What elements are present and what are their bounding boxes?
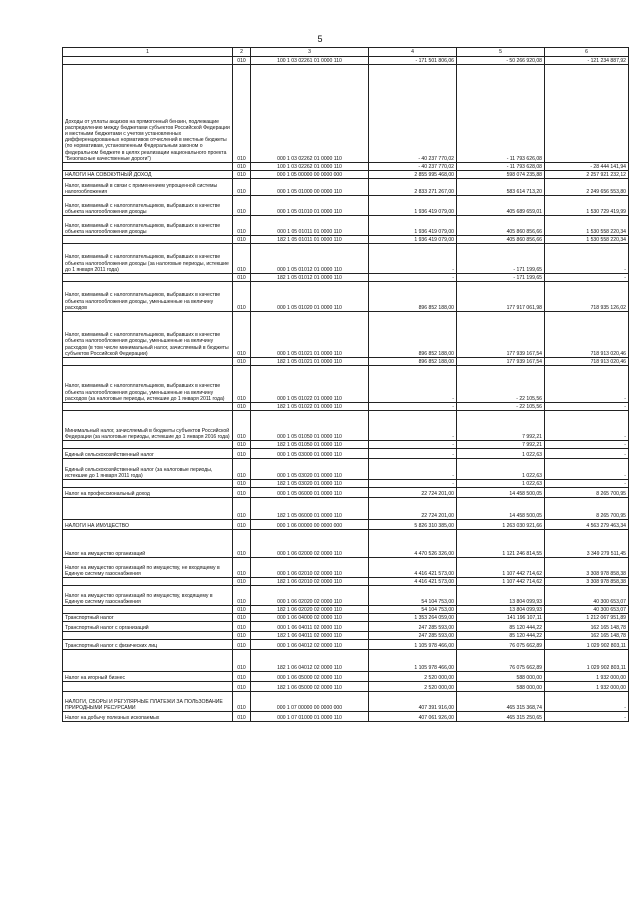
row-kbk-cell: 000 1 05 01010 01 0000 110 — [251, 196, 369, 216]
row-approved-cell: 896 852 188,00 — [369, 282, 457, 312]
row-kbk-cell: 000 1 05 00000 00 0000 000 — [251, 171, 369, 179]
row-kbk-cell: 000 1 06 02000 02 0000 110 — [251, 530, 369, 558]
row-unexecuted-cell: 40 300 653,07 — [545, 606, 629, 614]
row-executed-cell: 1 022,63 — [457, 449, 545, 459]
row-name-cell: Транспортный налог с организаций — [63, 622, 233, 632]
table-row — [63, 282, 629, 312]
row-code-cell: 010 — [233, 179, 251, 196]
row-code-cell: 010 — [233, 480, 251, 488]
row-kbk-cell: 000 1 05 06000 01 0000 110 — [251, 488, 369, 498]
row-name-cell: Налог на добычу полезных ископаемых — [63, 712, 233, 722]
row-approved-cell: - — [369, 411, 457, 441]
row-approved-cell: - — [369, 449, 457, 459]
row-kbk-cell: 000 1 06 04011 02 0000 110 — [251, 622, 369, 632]
row-executed-cell: 465 315 368,74 — [457, 692, 545, 712]
row-executed-cell: 598 074 235,88 — [457, 171, 545, 179]
row-unexecuted-cell: - — [545, 449, 629, 459]
row-name-cell: Налог на имущество организаций — [63, 530, 233, 558]
row-executed-cell: 583 614 713,20 — [457, 179, 545, 196]
row-unexecuted-cell: 3 349 279 511,45 — [545, 530, 629, 558]
row-executed-cell: 76 075 662,89 — [457, 640, 545, 650]
row-name-cell: Налог, взимаемый с налогоплательщиков, выбравших в качестве объекта налогообложения доходы, уменьшенные на величину расходов (за налоговые периоды, истекшие до 1 января 2011 года) — [63, 366, 233, 403]
row-name-cell: Транспортный налог с физических лиц — [63, 640, 233, 650]
row-code-cell: 010 — [233, 441, 251, 449]
table-row — [63, 480, 629, 488]
row-name-cell: Налог, взимаемый с налогоплательщиков, выбравших в качестве объекта налогообложения доходы — [63, 196, 233, 216]
row-approved-cell: - — [369, 480, 457, 488]
row-unexecuted-cell: 4 563 279 463,34 — [545, 520, 629, 530]
table-row — [63, 558, 629, 578]
row-executed-cell: 405 860 856,66 — [457, 216, 545, 236]
row-kbk-cell: 000 1 05 03020 01 0000 110 — [251, 459, 369, 480]
row-unexecuted-cell: - — [545, 274, 629, 282]
row-code-cell: 010 — [233, 520, 251, 530]
row-code-cell: 010 — [233, 366, 251, 403]
row-kbk-cell: 182 1 05 06000 01 0000 110 — [251, 498, 369, 520]
row-unexecuted-cell: - — [545, 441, 629, 449]
row-approved-cell: 4 416 421 573,00 — [369, 558, 457, 578]
row-name-cell: Налог на профессиональный доход — [63, 488, 233, 498]
row-kbk-cell: 000 1 05 01020 01 0000 110 — [251, 282, 369, 312]
row-name-cell: Налог, взимаемый с налогоплательщиков, выбравших в качестве объекта налогообложения доходы (за налоговые периоды, истекшие до 1 января 2011 года) — [63, 244, 233, 274]
row-executed-cell: 85 120 444,22 — [457, 622, 545, 632]
row-approved-cell: 4 416 421 573,00 — [369, 578, 457, 586]
row-name-cell: Налог, взимаемый в связи с применением упрощенной системы налогообложения — [63, 179, 233, 196]
row-code-cell: 010 — [233, 163, 251, 171]
row-executed-cell: - 22 105,56 — [457, 366, 545, 403]
row-name-cell — [63, 57, 233, 65]
row-approved-cell: 1 105 978 466,00 — [369, 640, 457, 650]
row-code-cell: 010 — [233, 244, 251, 274]
row-name-cell: Единый сельскохозяйственный налог (за налоговые периоды, истекшие до 1 января 2011 года) — [63, 459, 233, 480]
row-approved-cell: 1 936 419 079,00 — [369, 236, 457, 244]
row-kbk-cell: 182 1 05 01012 01 0000 110 — [251, 274, 369, 282]
row-approved-cell: 2 855 995 468,00 — [369, 171, 457, 179]
row-unexecuted-cell: 1 530 558 220,34 — [545, 236, 629, 244]
row-name-cell: Доходы от уплаты акцизов на прямогонный бензин, подлежащие распределению между бюджетами субъектов Российской Федерации и местными бюджетами с учетом установленных дифференцированных нормативов отчислений в местные бюджеты (по нормативам, установленным Федеральным законом о федеральном бюджете в целях реализации национального проекта "Безопасные качественные дороги") — [63, 65, 233, 163]
row-unexecuted-cell: 2 249 656 553,80 — [545, 179, 629, 196]
table-row — [63, 520, 629, 530]
row-approved-cell: 4 470 526 326,00 — [369, 530, 457, 558]
row-code-cell: 010 — [233, 171, 251, 179]
row-executed-cell: - 11 793 626,08 — [457, 65, 545, 163]
row-kbk-cell: 000 1 05 03000 01 0000 110 — [251, 449, 369, 459]
row-unexecuted-cell: 8 265 700,95 — [545, 488, 629, 498]
table-row — [63, 171, 629, 179]
row-kbk-cell: 000 1 05 01011 01 0000 110 — [251, 216, 369, 236]
row-unexecuted-cell: 3 308 978 858,38 — [545, 558, 629, 578]
row-unexecuted-cell: - — [545, 712, 629, 722]
table-row — [63, 244, 629, 274]
table-row — [63, 586, 629, 606]
table-row — [63, 498, 629, 520]
row-code-cell: 010 — [233, 672, 251, 682]
table-row — [63, 459, 629, 480]
row-kbk-cell: 000 1 06 04012 02 0000 110 — [251, 640, 369, 650]
row-unexecuted-cell: 8 265 700,95 — [545, 498, 629, 520]
row-approved-cell: 1 353 264 059,00 — [369, 614, 457, 622]
row-unexecuted-cell: 2 257 921 232,12 — [545, 171, 629, 179]
row-name-cell — [63, 403, 233, 411]
row-approved-cell: - — [369, 366, 457, 403]
row-name-cell: Налог, взимаемый с налогоплательщиков, выбравших в качестве объекта налогообложения доходы, уменьшенные на величину расходов (в том числе минимальный налог, зачисляемый в бюджеты субъектов Российской Федерации) — [63, 312, 233, 358]
row-unexecuted-cell: 1 029 902 803,11 — [545, 650, 629, 672]
row-code-cell: 010 — [233, 488, 251, 498]
row-code-cell: 010 — [233, 614, 251, 622]
row-unexecuted-cell: - — [545, 366, 629, 403]
row-kbk-cell: 100 1 03 02262 01 0000 110 — [251, 163, 369, 171]
row-unexecuted-cell: 1 932 000,00 — [545, 682, 629, 692]
row-code-cell: 010 — [233, 57, 251, 65]
row-unexecuted-cell: 162 165 148,78 — [545, 622, 629, 632]
row-name-cell — [63, 498, 233, 520]
row-approved-cell: - — [369, 441, 457, 449]
row-unexecuted-cell: - 121 234 887,92 — [545, 57, 629, 65]
row-executed-cell: 13 804 099,93 — [457, 606, 545, 614]
row-approved-cell: 1 936 419 079,00 — [369, 196, 457, 216]
row-executed-cell: 1 107 442 714,62 — [457, 578, 545, 586]
row-name-cell — [63, 163, 233, 171]
row-kbk-cell: 000 1 05 01021 01 0000 110 — [251, 312, 369, 358]
row-kbk-cell: 000 1 06 02020 02 0000 110 — [251, 586, 369, 606]
row-kbk-cell: 000 1 07 00000 00 0000 000 — [251, 692, 369, 712]
row-executed-cell: 14 458 500,05 — [457, 488, 545, 498]
row-unexecuted-cell: 718 913 020,46 — [545, 358, 629, 366]
row-executed-cell: 13 804 099,93 — [457, 586, 545, 606]
row-code-cell: 010 — [233, 449, 251, 459]
row-executed-cell: 588 000,00 — [457, 682, 545, 692]
row-executed-cell: 1 263 030 921,66 — [457, 520, 545, 530]
table-row — [63, 236, 629, 244]
row-name-cell — [63, 441, 233, 449]
column-header: 5 — [457, 48, 545, 57]
row-executed-cell: 14 458 500,05 — [457, 498, 545, 520]
table-row — [63, 692, 629, 712]
row-approved-cell: - — [369, 403, 457, 411]
column-header: 1 — [63, 48, 233, 57]
row-approved-cell: 407 391 916,00 — [369, 692, 457, 712]
table-row — [63, 449, 629, 459]
row-code-cell: 010 — [233, 712, 251, 722]
row-kbk-cell: 000 1 06 00000 00 0000 000 — [251, 520, 369, 530]
row-approved-cell: - — [369, 244, 457, 274]
row-unexecuted-cell: - 28 444 141,94 — [545, 163, 629, 171]
row-approved-cell: 22 724 201,00 — [369, 488, 457, 498]
table-row — [63, 672, 629, 682]
row-name-cell: Налог на игорный бизнес — [63, 672, 233, 682]
row-approved-cell: 2 520 000,00 — [369, 672, 457, 682]
table-row — [63, 179, 629, 196]
row-kbk-cell: 182 1 05 01011 01 0000 110 — [251, 236, 369, 244]
row-unexecuted-cell: 1 212 067 951,89 — [545, 614, 629, 622]
row-code-cell: 010 — [233, 216, 251, 236]
row-code-cell: 010 — [233, 632, 251, 640]
table-row — [63, 632, 629, 640]
row-kbk-cell: 182 1 06 04012 02 0000 110 — [251, 650, 369, 672]
table-row — [63, 622, 629, 632]
row-code-cell: 010 — [233, 682, 251, 692]
row-code-cell: 010 — [233, 622, 251, 632]
row-code-cell: 010 — [233, 498, 251, 520]
column-header: 4 — [369, 48, 457, 57]
row-executed-cell: 405 860 856,66 — [457, 236, 545, 244]
row-name-cell — [63, 606, 233, 614]
row-approved-cell: 1 936 419 079,00 — [369, 216, 457, 236]
row-name-cell: НАЛОГИ НА ИМУЩЕСТВО — [63, 520, 233, 530]
row-approved-cell: 5 826 310 385,00 — [369, 520, 457, 530]
row-executed-cell: 177 939 167,54 — [457, 312, 545, 358]
row-name-cell: НАЛОГИ НА СОВОКУПНЫЙ ДОХОД — [63, 171, 233, 179]
row-code-cell: 010 — [233, 459, 251, 480]
row-name-cell — [63, 274, 233, 282]
row-executed-cell: 177 939 167,54 — [457, 358, 545, 366]
row-approved-cell: 2 833 271 267,00 — [369, 179, 457, 196]
table-row — [63, 216, 629, 236]
page-number: 5 — [317, 34, 323, 44]
table-row — [63, 606, 629, 614]
row-executed-cell: 1 121 246 814,55 — [457, 530, 545, 558]
row-code-cell: 010 — [233, 578, 251, 586]
row-executed-cell: 405 689 659,01 — [457, 196, 545, 216]
table-row — [63, 358, 629, 366]
row-executed-cell: 7 992,21 — [457, 411, 545, 441]
table-row — [63, 196, 629, 216]
row-approved-cell: 247 285 593,00 — [369, 632, 457, 640]
header-row — [63, 48, 629, 57]
row-name-cell — [63, 632, 233, 640]
row-name-cell — [63, 578, 233, 586]
row-approved-cell: 407 061 926,00 — [369, 712, 457, 722]
row-approved-cell: 247 285 593,00 — [369, 622, 457, 632]
row-approved-cell: 54 104 753,00 — [369, 606, 457, 614]
row-name-cell: Транспортный налог — [63, 614, 233, 622]
row-executed-cell: 588 000,00 — [457, 672, 545, 682]
row-approved-cell: 22 724 201,00 — [369, 498, 457, 520]
row-kbk-cell: 182 1 05 01021 01 0000 110 — [251, 358, 369, 366]
row-name-cell: Налог, взимаемый с налогоплательщиков, выбравших в качестве объекта налогообложения доходы, уменьшенные на величину расходов — [63, 282, 233, 312]
row-approved-cell: 896 852 188,00 — [369, 312, 457, 358]
row-executed-cell: 1 022,63 — [457, 480, 545, 488]
column-header: 2 — [233, 48, 251, 57]
row-approved-cell: 1 105 978 466,00 — [369, 650, 457, 672]
row-kbk-cell: 000 1 05 01022 01 0000 110 — [251, 366, 369, 403]
column-header: 6 — [545, 48, 629, 57]
row-kbk-cell: 000 1 03 02262 01 0000 110 — [251, 65, 369, 163]
row-approved-cell: - 171 501 806,06 — [369, 57, 457, 65]
row-executed-cell: - 11 793 628,08 — [457, 163, 545, 171]
table-row — [63, 614, 629, 622]
row-executed-cell: - 171 199,65 — [457, 274, 545, 282]
table-row — [63, 163, 629, 171]
row-name-cell — [63, 480, 233, 488]
row-code-cell: 010 — [233, 274, 251, 282]
row-executed-cell: 76 075 662,89 — [457, 650, 545, 672]
row-executed-cell: - 22 105,56 — [457, 403, 545, 411]
table-row — [63, 640, 629, 650]
row-code-cell: 010 — [233, 403, 251, 411]
row-unexecuted-cell: - — [545, 403, 629, 411]
row-approved-cell: - 40 237 770,02 — [369, 163, 457, 171]
row-kbk-cell: 182 1 06 05000 02 0000 110 — [251, 682, 369, 692]
row-kbk-cell: 100 1 03 02261 01 0000 110 — [251, 57, 369, 65]
table-row — [63, 682, 629, 692]
row-code-cell: 010 — [233, 196, 251, 216]
row-name-cell — [63, 236, 233, 244]
table-row — [63, 578, 629, 586]
table-row — [63, 650, 629, 672]
row-code-cell: 010 — [233, 312, 251, 358]
row-code-cell: 010 — [233, 236, 251, 244]
table-row — [63, 274, 629, 282]
column-header: 3 — [251, 48, 369, 57]
row-executed-cell: 85 120 444,22 — [457, 632, 545, 640]
row-kbk-cell: 182 1 06 02020 02 0000 110 — [251, 606, 369, 614]
row-executed-cell: 1 107 442 714,62 — [457, 558, 545, 578]
revenue-table — [62, 47, 629, 722]
row-executed-cell: 1 022,63 — [457, 459, 545, 480]
row-code-cell: 010 — [233, 650, 251, 672]
row-executed-cell: 141 196 107,11 — [457, 614, 545, 622]
row-executed-cell: 465 315 250,65 — [457, 712, 545, 722]
row-approved-cell: - — [369, 274, 457, 282]
row-code-cell: 010 — [233, 65, 251, 163]
row-unexecuted-cell — [545, 65, 629, 163]
row-kbk-cell: 000 1 06 05000 02 0000 110 — [251, 672, 369, 682]
row-unexecuted-cell: 1 932 000,00 — [545, 672, 629, 682]
row-kbk-cell: 000 1 05 01012 01 0000 110 — [251, 244, 369, 274]
row-unexecuted-cell: 1 029 902 803,11 — [545, 640, 629, 650]
row-code-cell: 010 — [233, 282, 251, 312]
row-kbk-cell: 182 1 05 01050 01 0000 110 — [251, 441, 369, 449]
row-executed-cell: 7 992,21 — [457, 441, 545, 449]
row-name-cell — [63, 682, 233, 692]
row-code-cell: 010 — [233, 640, 251, 650]
row-unexecuted-cell: 718 935 126,02 — [545, 282, 629, 312]
row-kbk-cell: 182 1 05 03020 01 0000 110 — [251, 480, 369, 488]
table-row — [63, 488, 629, 498]
row-code-cell: 010 — [233, 558, 251, 578]
row-approved-cell: - — [369, 459, 457, 480]
table-row — [63, 366, 629, 403]
table-row — [63, 441, 629, 449]
row-executed-cell: 177 917 061,98 — [457, 282, 545, 312]
table-row — [63, 65, 629, 163]
row-kbk-cell: 000 1 06 02010 02 0000 110 — [251, 558, 369, 578]
row-kbk-cell: 182 1 05 01022 01 0000 110 — [251, 403, 369, 411]
row-code-cell: 010 — [233, 358, 251, 366]
row-approved-cell: 896 852 188,00 — [369, 358, 457, 366]
row-approved-cell: - 40 237 770,02 — [369, 65, 457, 163]
row-kbk-cell: 000 1 06 04000 02 0000 110 — [251, 614, 369, 622]
row-code-cell: 010 — [233, 411, 251, 441]
row-unexecuted-cell: - — [545, 411, 629, 441]
row-unexecuted-cell: 1 530 729 419,99 — [545, 196, 629, 216]
row-unexecuted-cell: 162 165 148,78 — [545, 632, 629, 640]
row-name-cell: Налог на имущество организаций по имуществу, входящему в Единую систему газоснабжения — [63, 586, 233, 606]
row-name-cell — [63, 650, 233, 672]
row-unexecuted-cell: 1 530 558 220,34 — [545, 216, 629, 236]
row-executed-cell: - 171 199,65 — [457, 244, 545, 274]
row-unexecuted-cell: - — [545, 692, 629, 712]
row-unexecuted-cell: - — [545, 459, 629, 480]
row-kbk-cell: 000 1 05 01000 00 0000 110 — [251, 179, 369, 196]
row-unexecuted-cell: 40 300 653,07 — [545, 586, 629, 606]
row-approved-cell: 2 520 000,00 — [369, 682, 457, 692]
row-code-cell: 010 — [233, 530, 251, 558]
row-code-cell: 010 — [233, 606, 251, 614]
row-unexecuted-cell: - — [545, 480, 629, 488]
row-kbk-cell: 000 1 05 01050 01 0000 110 — [251, 411, 369, 441]
row-name-cell: Налог на имущество организаций по имуществу, не входящему в Единую систему газоснабжения — [63, 558, 233, 578]
table-row — [63, 403, 629, 411]
row-name-cell: НАЛОГИ, СБОРЫ И РЕГУЛЯРНЫЕ ПЛАТЕЖИ ЗА ПОЛЬЗОВАНИЕ ПРИРОДНЫМИ РЕСУРСАМИ — [63, 692, 233, 712]
row-kbk-cell: 182 1 06 04011 02 0000 110 — [251, 632, 369, 640]
row-code-cell: 010 — [233, 692, 251, 712]
row-approved-cell: 54 104 753,00 — [369, 586, 457, 606]
table-row — [63, 57, 629, 65]
row-kbk-cell: 182 1 06 02010 02 0000 110 — [251, 578, 369, 586]
row-unexecuted-cell: - — [545, 244, 629, 274]
row-kbk-cell: 000 1 07 01000 01 0000 110 — [251, 712, 369, 722]
row-name-cell: Минимальный налог, зачисляемый в бюджеты субъектов Российской Федерации (за налоговые периоды, истекшие до 1 января 2016 года) — [63, 411, 233, 441]
row-name-cell — [63, 358, 233, 366]
row-unexecuted-cell: 718 913 020,46 — [545, 312, 629, 358]
row-unexecuted-cell: 3 308 978 858,38 — [545, 578, 629, 586]
table-row — [63, 312, 629, 358]
row-name-cell: Налог, взимаемый с налогоплательщиков, выбравших в качестве объекта налогообложения доходы — [63, 216, 233, 236]
row-executed-cell: - 50 266 920,08 — [457, 57, 545, 65]
table-row — [63, 411, 629, 441]
table-row — [63, 530, 629, 558]
table-row — [63, 712, 629, 722]
row-name-cell: Единый сельскохозяйственный налог — [63, 449, 233, 459]
row-code-cell: 010 — [233, 586, 251, 606]
